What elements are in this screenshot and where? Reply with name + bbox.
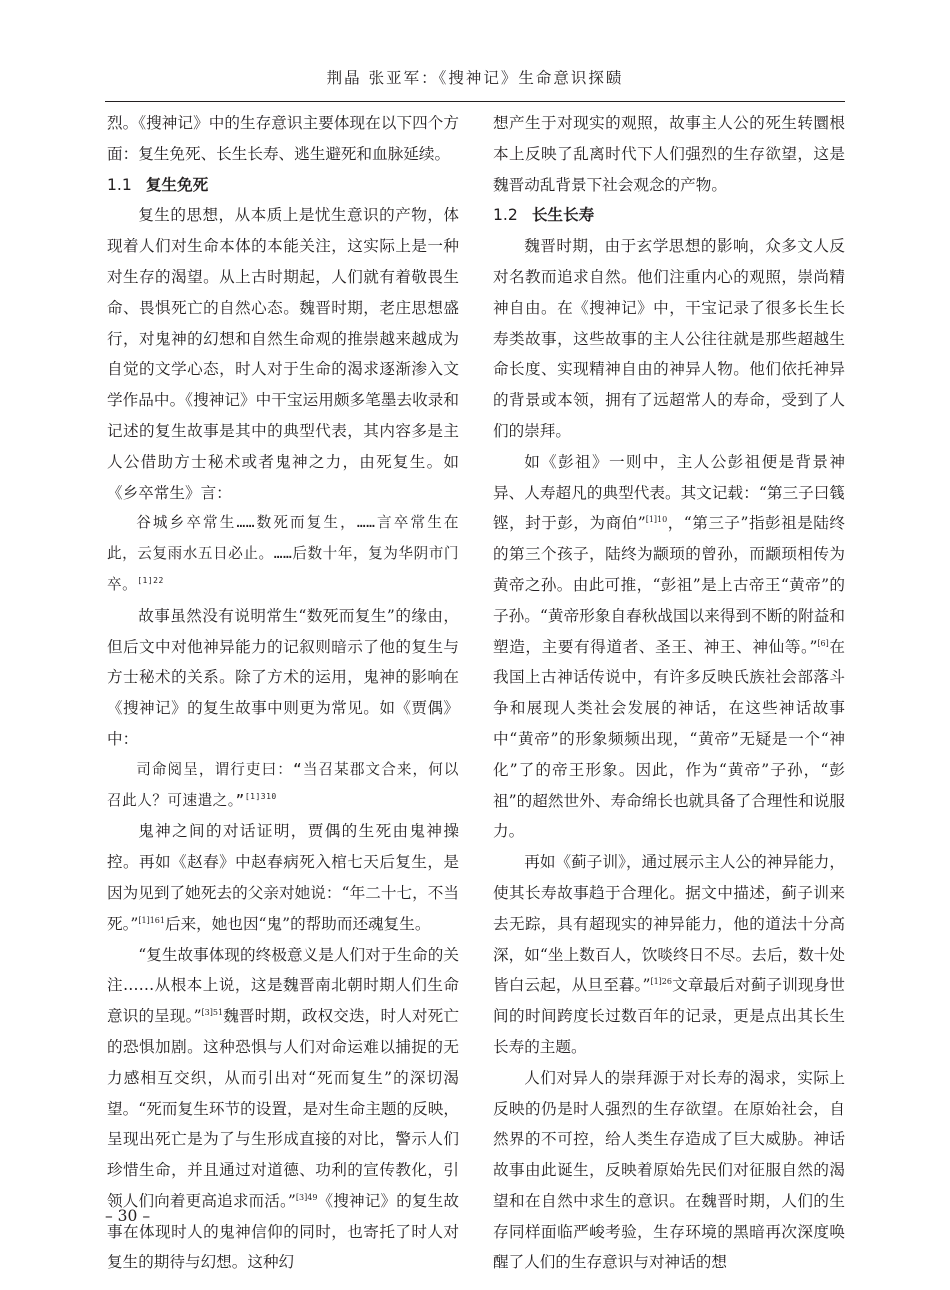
block-quote	[107, 755, 459, 817]
paragraph	[493, 847, 845, 1063]
citation: [1]161	[138, 915, 165, 925]
paragraph: 复生的思想，从本质上是忧生意识的产物，体现着人们对生命本体的本能关注，这实际上是一种对生存的渴望。从上古时期起，人们就有着敬畏生命、畏惧死亡的自然心态。魏晋时期，老庄思想盛行，对鬼神的幻想和自然生命观的推崇越来越成为自觉的文学心态，时人对于生命的渴求逐渐渗入文学作品中。《搜神记》中干宝运用颇多笔墨去收录和记述的复生故事是其中的典型代表，其内容多是主人公借助方士秘术或者鬼神之力，由死复生。如《乡卒常生》言：	[107, 206, 459, 502]
text-run: 如《彭祖》一则中，主人公彭祖便是背景神异、人寿超凡的典型代表。其文记载：“第三子曰篯铿，封于彭，为商伯”	[493, 452, 845, 533]
paragraph	[493, 447, 845, 847]
citation: [3]51	[201, 1007, 224, 1017]
section-heading-1-1	[107, 170, 459, 201]
left-column	[107, 108, 459, 1278]
block-quote	[107, 508, 459, 600]
citation: [3]49	[295, 1192, 318, 1202]
header-rule	[105, 101, 845, 102]
paragraph	[107, 940, 459, 1279]
paragraph: 人们对异人的崇拜源于对长寿的渴求，实际上反映的仍是时人强烈的生存欲望。在原始社会，自然界的不可控，给人类生存造成了巨大威胁。神话故事由此诞生，反映着原始先民们对征服自然的渴望和在自然中求生的意识。在魏晋时期，人们的生存同样面临严峻考验，生存环境的黑暗再次深度唤醒了人们的生存意识与对神话的想	[493, 1068, 845, 1272]
right-column	[493, 108, 845, 1278]
text-run: 文章最后对蓟子训现身世间的时间跨度长过数百年的记录，更是点出其长生长寿的主题。	[493, 976, 845, 1056]
section-title: 长生长寿	[531, 206, 595, 225]
citation: [1]10	[645, 515, 668, 525]
section-heading-1-2	[493, 200, 845, 231]
text-run: “复生故事体现的终极意义是人们对于生命的关注……从根本上说，这是魏晋南北朝时期人们生命意识的呈现。”	[107, 945, 459, 1026]
text-run: 魏晋时期，政权交迭，时人对死亡的恐惧加剧。这种恐惧与人们对命运难以捕捉的无力感相互交织，从而引出对“死而复生”的深切渴望。“死而复生环节的设置，是对生命主题的反映，呈现出死亡是为了与生形成直接的对比，警示人们珍惜生命，并且通过对道德、功利的宣传教化，引领人们向着更高追求而活。”	[107, 1007, 459, 1210]
paragraph	[107, 816, 459, 939]
text-run: 《搜神记》的复生故事在体现时人的鬼神信仰的同时，也寄托了时人对复生的期待与幻想。这种幻	[107, 1191, 459, 1272]
paragraph: 想产生于对现实的观照，故事主人公的死生转圜根本上反映了乱离时代下人们强烈的生存欲望，这是魏晋动乱背景下社会观念的产物。	[493, 114, 845, 194]
section-number: 1.2	[493, 206, 518, 225]
section-title: 复生免死	[145, 175, 209, 194]
citation: [1]310	[244, 791, 277, 801]
running-header: 荆晶 张亚军：《搜神记》生命意识探赜	[326, 69, 624, 87]
quote-text: 司命阅呈，谓行吏曰：“当召某郡文合来，何以召此人？可速遣之。”	[107, 760, 459, 809]
citation: [1]22	[137, 576, 164, 586]
page-number: – 30 –	[105, 1207, 151, 1225]
text-run: 在我国上古神话传说中，有许多反映氏族社会部落斗争和展现人类社会发展的神话，在这些神话故事中“黄帝”的形象频频出现，“黄帝”无疑是一个“神化”了的帝王形象。因此，作为“黄帝”子孙，“彭祖”的超然世外、寿命绵长也就具备了合理性和说服力。	[493, 637, 845, 841]
text-run: 后来，她也因“鬼”的帮助而还魂复生。	[164, 914, 431, 933]
paragraph: 烈。《搜神记》中的生存意识主要体现在以下四个方面：复生免死、长生长寿、逃生避死和血脉延续。	[107, 114, 459, 163]
citation: [1]26	[650, 977, 672, 987]
section-number: 1.1	[107, 175, 132, 194]
text-run: 再如《蓟子训》，通过展示主人公的神异能力，使其长寿故事趋于合理化。据文中描述，蓟子训来去无踪，具有超现实的神异能力，他的道法十分高深，如“坐上数百人，饮啖终日不尽。去后，数十处皆白云起，从旦至暮。”	[493, 853, 845, 995]
text-run: 鬼神之间的对话证明，贾偶的生死由鬼神操控。再如《赵春》中赵春病死入棺七天后复生，是因为见到了她死去的父亲对她说：“年二十七，不当死。”	[107, 822, 459, 933]
paragraph: 故事虽然没有说明常生“数死而复生”的缘由，但后文中对他神异能力的记叙则暗示了他的复生与方士秘术的关系。除了方术的运用，鬼神的影响在《搜神记》的复生故事中则更为常见。如《贾偶》中：	[107, 606, 459, 748]
paragraph: 魏晋时期，由于玄学思想的影响，众多文人反对名教而追求自然。他们注重内心的观照，崇尚精神自由。在《搜神记》中，干宝记录了很多长生长寿类故事，这些故事的主人公往往就是那些超越生命长度、实现精神自由的神异人物。他们依托神异的背景或本领，拥有了远超常人的寿命，受到了人们的崇拜。	[493, 237, 845, 440]
quote-text: 谷城乡卒常生……数死而复生，……言卒常生在此，云复雨水五日必止。……后数十年，复为华阴市门卒。	[107, 514, 459, 593]
text-run: ，“第三子”指彭祖是陆终的第三个孩子，陆终为颛顼的曾孙，而颛顼相传为黄帝之孙。由此可推，“彭祖”是上古帝王“黄帝”的子孙。“黄帝形象自春秋战国以来得到不断的附益和塑造，主要有得道者、圣王、神王、神仙等。”	[493, 514, 845, 656]
citation: [6]	[817, 638, 829, 648]
